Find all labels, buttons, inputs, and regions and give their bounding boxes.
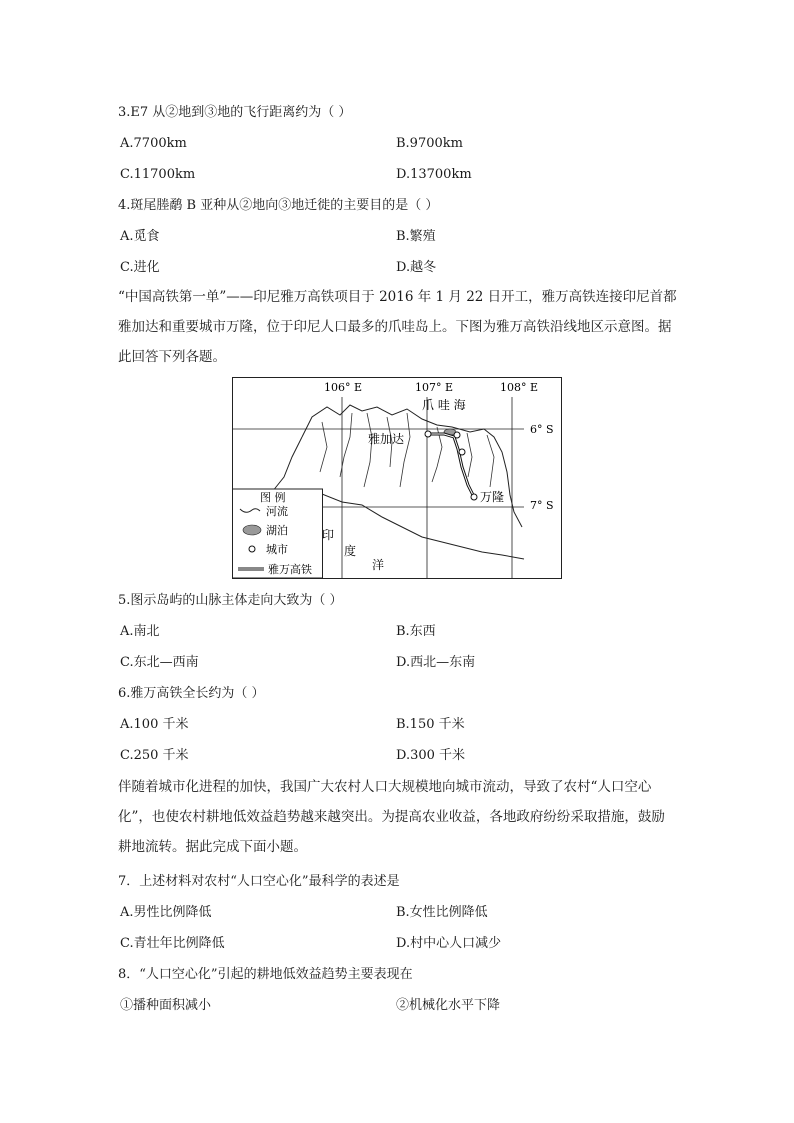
label-bandung: 万隆 (480, 490, 505, 504)
question-6-option-b: B.150 千米 (396, 717, 465, 732)
legend-city-symbol (249, 546, 255, 552)
question-4-stem: 4.斑尾塍鹬 B 亚种从②地向③地迁徙的主要目的是（ ） (118, 198, 439, 213)
legend-lake-label: 湖泊 (266, 524, 288, 537)
legend-lake-symbol (243, 525, 261, 535)
question-7-stem: 7．上述材料对农村“人口空心化”最科学的表述是 (118, 874, 400, 889)
question-7-option-a: A.男性比例降低 (120, 905, 212, 920)
city-jakarta-marker (425, 431, 431, 437)
label-106e: 106° E (324, 381, 363, 394)
question-8-stem: 8．“人口空心化”引起的耕地低效益趋势主要表现在 (118, 967, 413, 982)
passage-yawan-railway: “中国高铁第一单”——印尼雅万高铁项目于 2016 年 1 月 22 日开工，雅万高铁连接印尼首都雅加达和重要城市万隆，位于印尼人口最多的爪哇岛上。下图为雅万高铁沿线地区示意图。据此回答下列各题。 (118, 289, 677, 365)
city-bandung-marker (471, 494, 477, 500)
label-6s: 6° S (530, 423, 554, 436)
question-5-option-a: A.南北 (120, 624, 160, 639)
question-3-option-c: C.11700km (120, 167, 196, 182)
question-4-option-d: D.越冬 (396, 260, 437, 275)
question-6-stem: 6.雅万高铁全长约为（ ） (118, 686, 265, 701)
label-indian-ocean-1: 印 (322, 528, 335, 542)
question-3-stem: 3.E7 从②地到③地的飞行距离约为（ ） (118, 105, 352, 120)
yawan-railway-map (232, 377, 562, 579)
question-5-stem: 5.图示岛屿的山脉主体走向大致为（ ） (118, 593, 343, 608)
question-5-option-b: B.东西 (396, 624, 436, 639)
passage-rural-hollowing: 伴随着城市化进程的加快，我国广大农村人口大规模地向城市流动，导致了农村“人口空心化”，也使农村耕地低效益趋势越来越突出。为提高农业收益，各地政府纷纷采取措施，鼓励耕地流转。据此完成下面小题。 (118, 779, 665, 855)
legend-title: 图 例 (260, 491, 286, 504)
question-6-option-a: A.100 千米 (120, 717, 189, 732)
label-indian-ocean-2: 度 (344, 544, 357, 558)
question-5-option-c: C.东北—西南 (120, 655, 199, 670)
question-4-option-a: A.觅食 (120, 229, 160, 244)
label-107e: 107° E (415, 381, 454, 394)
question-5-option-d: D.西北—东南 (396, 655, 476, 670)
label-indian-ocean-3: 洋 (372, 558, 385, 572)
question-6-option-d: D.300 千米 (396, 748, 466, 763)
question-8-item-1: ①播种面积减小 (120, 998, 212, 1013)
label-java-sea: 爪 哇 海 (422, 398, 466, 412)
question-8-item-2: ②机械化水平下降 (396, 998, 501, 1013)
city-marker-2 (454, 432, 460, 438)
question-7-option-b: B.女性比例降低 (396, 905, 488, 920)
legend-railway-label: 雅万高铁 (268, 563, 312, 576)
question-3-option-a: A.7700km (120, 136, 187, 151)
question-7-option-c: C.青壮年比例降低 (120, 936, 225, 951)
label-jakarta: 雅加达 (368, 432, 405, 446)
question-7-option-d: D.村中心人口减少 (396, 936, 502, 951)
question-4-option-b: B.繁殖 (396, 229, 436, 244)
question-6-option-c: C.250 千米 (120, 748, 189, 763)
question-4-option-c: C.进化 (120, 260, 160, 275)
city-marker-3 (459, 449, 465, 455)
question-3-option-b: B.9700km (396, 136, 463, 151)
label-108e: 108° E (500, 381, 539, 394)
question-3-option-d: D.13700km (396, 167, 472, 182)
legend-city-label: 城市 (266, 543, 288, 556)
label-7s: 7° S (530, 499, 554, 512)
legend-river-label: 河流 (266, 505, 288, 518)
